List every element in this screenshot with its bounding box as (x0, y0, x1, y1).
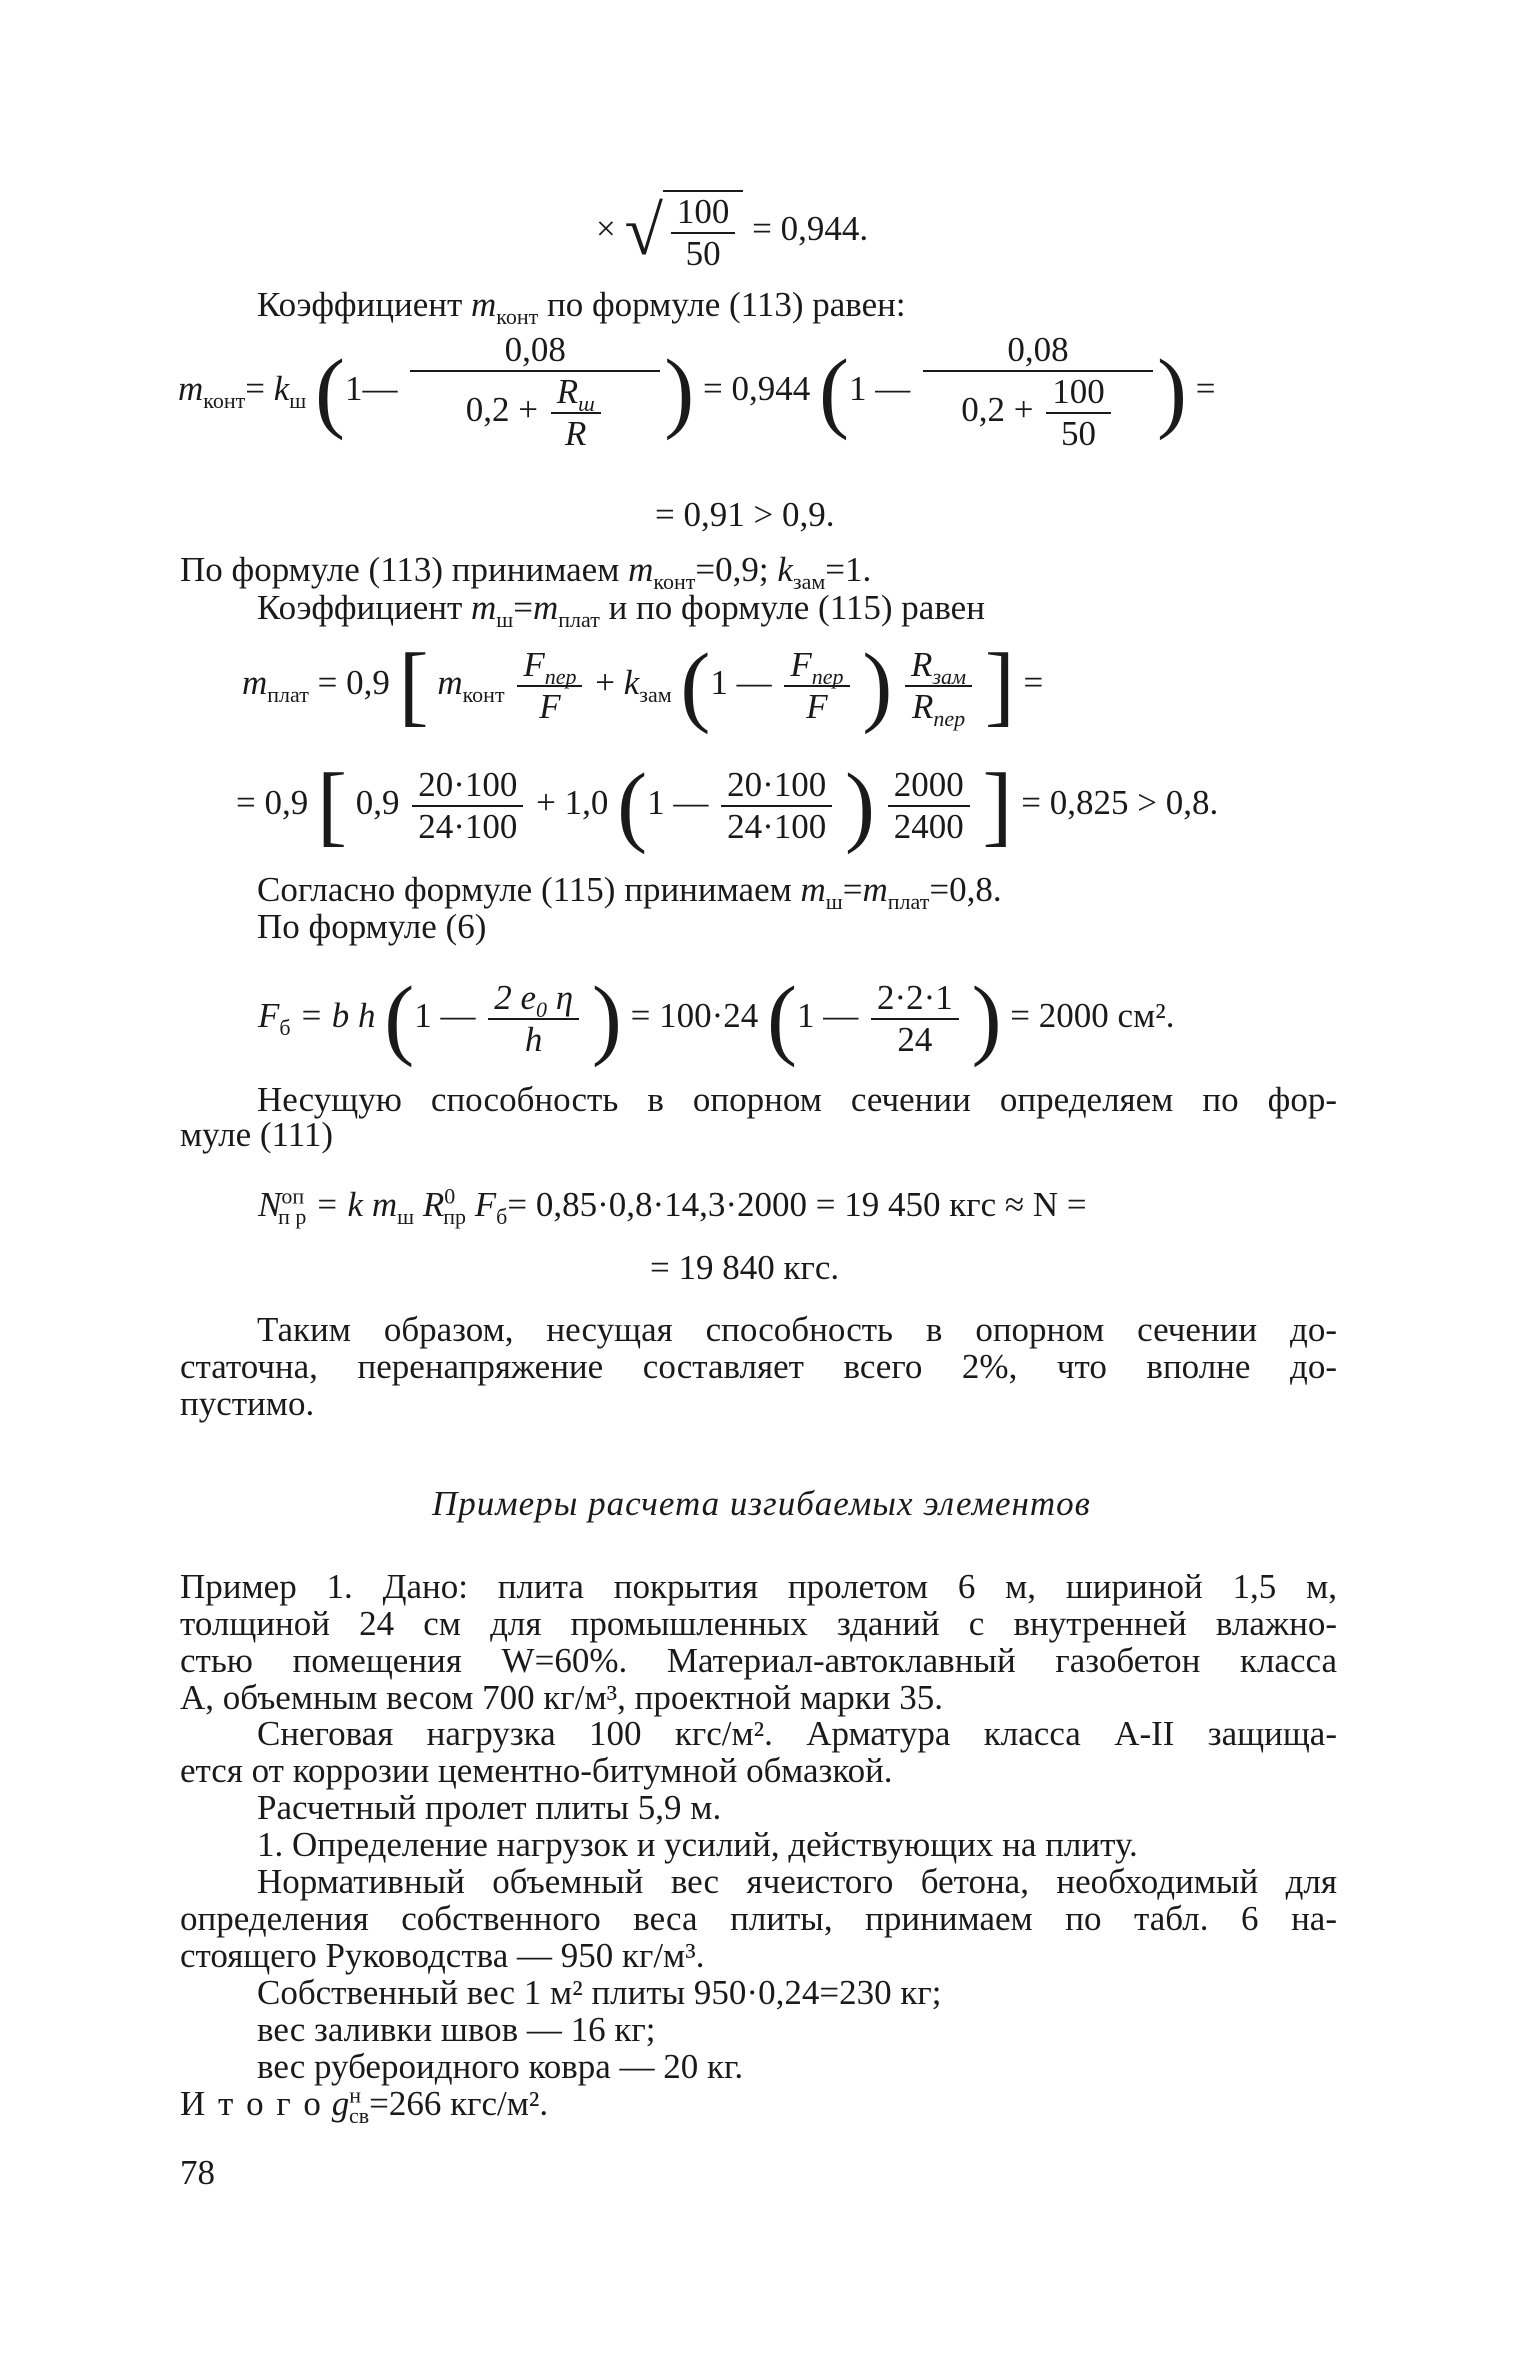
paragraph-line: муле (111) (180, 1115, 334, 1154)
page-number: 78 (180, 2153, 215, 2192)
equation-result-2: = 19 840 кгс. (650, 1248, 840, 1287)
equation-n-capacity: $N^{оп}_{п р} = k$ $m_ш$ $R^0_{пр}$ $F_б= 0,85\cdot 0,8\cdot 14,3\cdot 2000 = 19$ 450 кгс ≈ N = (258, 1183, 1087, 1229)
equation-sqrt: × √ $\frac{100}{50}$ = 0,944. (596, 192, 869, 273)
paragraph-line: Собственный вес 1 м² плиты 950·0,24=230 кг; (257, 1973, 942, 2012)
total-line: И т о г о $g^н_{св}=266$ кгс/м². (180, 2082, 549, 2128)
paragraph-line: Нормативный объемный вес ячеистого бетона, необходимый для (257, 1862, 1337, 1901)
equation-result: = 0,91 > 0,9. (655, 495, 835, 534)
paragraph-line: ется от коррозии цементно-битумной обмазкой. (180, 1751, 893, 1790)
paragraph-line: определения собственного веса плиты, принимаем по табл. 6 на- (180, 1899, 1337, 1938)
coefficient-line: Коэффициент $m_{конт}$ по формуле (113) равен: (257, 285, 906, 329)
coefficient-line-2: Коэффициент $m_ш=m_{плат}$ и по формуле (115) равен (257, 588, 985, 632)
paragraph-line: вес рубероидного ковра — 20 кг. (257, 2047, 744, 2086)
paragraph-line: пустимо. (180, 1384, 315, 1423)
paragraph-line: Несущую способность в опорном сечении определяем по фор- (257, 1080, 1337, 1119)
paragraph-line: 1. Определение нагрузок и усилий, действующих на плиту. (257, 1825, 1138, 1864)
section-heading: Примеры расчета изгибаемых элементов (432, 1484, 1091, 1523)
paragraph-line: Снеговая нагрузка 100 кгс/м². Арматура класса А-II защища- (257, 1714, 1337, 1753)
equation-m-plat: $m_{плат} = 0,9$ [ $m_{конт}$ $\frac{F_{пер}}{F}$ + $k_{зам}$ (1 — $\frac{F_{пер}}{F}$ ) $\frac{R_{зам}}{R_{пер}}$ ] = (242, 636, 1044, 735)
paragraph-line: Расчетный пролет плиты 5,9 м. (257, 1788, 722, 1827)
paragraph-line: вес заливки швов — 16 кг; (257, 2010, 656, 2049)
paragraph-line: стоящего Руководства — 950 кг/м³. (180, 1936, 705, 1975)
equation-numeric: = 0,9 [ 0,9 $\frac{20\cdot 100}{24\cdot 100}$ + 1,0 (1 — $\frac{20\cdot 100}{24\cdot 100}$ ) $\frac{2000}{2400}$ ] = 0,825 > 0,8. (236, 756, 1219, 855)
paragraph-line: А, объемным весом 700 кг/м³, проектной марки 35. (180, 1678, 944, 1717)
paragraph-line: статочна, перенапряжение составляет всего 2%, что вполне до- (180, 1347, 1337, 1386)
paragraph-line: Таким образом, несущая способность в опорном сечении до- (257, 1310, 1337, 1349)
formula-6-line: По формуле (6) (257, 907, 487, 946)
paragraph-line: стью помещения W=60%. Материал-автоклавный газобетон класса (180, 1641, 1337, 1680)
accept-line-2: Согласно формуле (115) принимаем $m_ш=m_{плат}=0,8$. (257, 870, 1002, 914)
equation-f-b: $F_б = b$ h (1 — $\frac{2 e_0 \eta}{h}$ ) = 100·24 (1 — $\frac{2\cdot 2\cdot 1}{24}$ ) = 2000 см². (258, 969, 1175, 1068)
equation-m-kont: $m_{конт}= k_ш$ (1— 0,08 0,2 + $\frac{R_ш}{R}$ ) = 0,944 (1 — 0,08 0,2 + $\frac{100}{50}$ ) = (178, 330, 1216, 453)
paragraph-line: Пример 1. Дано: плита покрытия пролетом 6 м, шириной 1,5 м, (180, 1567, 1337, 1606)
accept-line: По формуле (113) принимаем $m_{конт}=0,9$; $k_{зам}=1$. (180, 550, 872, 594)
paragraph-line: толщиной 24 см для промышленных зданий с внутренней влажно- (180, 1604, 1337, 1643)
